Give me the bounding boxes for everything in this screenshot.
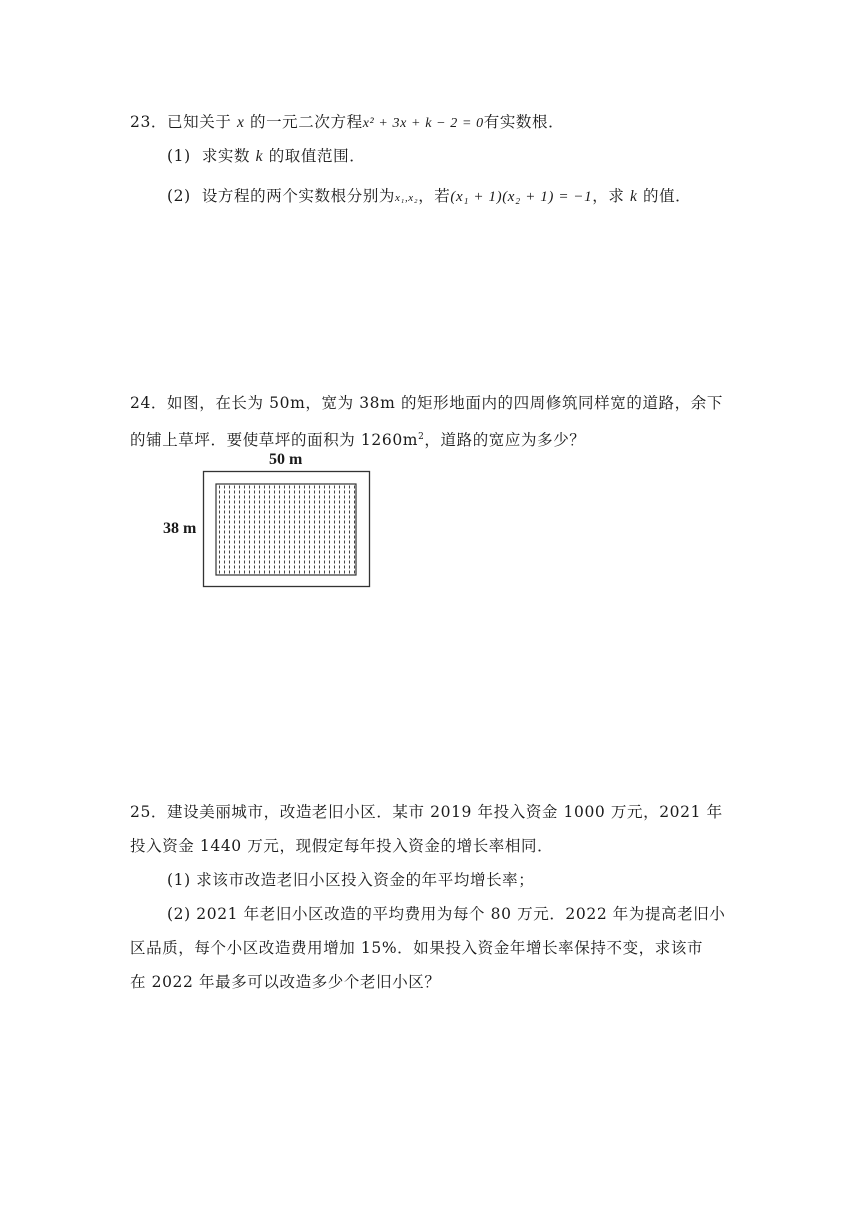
figure-width-label: 38 m: [163, 520, 197, 537]
q25-line1: 25．建设美丽城市，改造老旧小区．某市 2019 年投入资金 1000 万元，2021 年: [130, 803, 723, 821]
q23-part2-condition: (x₁ + 1)(x₂ + 1) = −1: [450, 189, 593, 205]
rectangle-field-figure: [202, 470, 372, 590]
q24-line2-post: ，道路的宽应为多少？: [424, 431, 586, 450]
q23-part1-number: (1): [167, 147, 191, 165]
q23-part1: [167, 145, 365, 168]
q25-part2-line3: 在 2022 年最多可以改造多少个老旧小区？: [130, 973, 441, 991]
q23-equation: x² + 3x + k − 2 = 0: [362, 116, 484, 131]
q23-part2-mid: ，若: [418, 187, 451, 205]
q23-part2: [167, 185, 691, 209]
q23-part2-tail-pre: ，求: [592, 187, 625, 205]
q23-part1-var: k: [255, 148, 264, 165]
q24-line1: 24．如图，在长为 50m，宽为 38m 的矩形地面内的四周修筑同样宽的道路，余下: [130, 394, 723, 412]
q24-area-unit-exponent: 2: [418, 432, 425, 442]
q23-part1-tail: 的取值范围．: [268, 147, 366, 165]
q23-part2-roots: x₁,x₂: [395, 192, 419, 204]
q25-part1: (1) 求该市改造老旧小区投入资金的年平均增长率；: [167, 871, 535, 889]
q23-part1-text: 求实数: [201, 147, 251, 165]
q23-stem-mid: 的一元二次方程: [249, 113, 363, 131]
q23-stem-pre: 已知关于: [167, 113, 232, 131]
q23-part2-var: k: [629, 188, 638, 205]
figure-length-label: 50 m: [269, 451, 303, 468]
q23-stem: [130, 111, 564, 135]
lawn-rect: [216, 484, 356, 575]
q25-part2-line2: 区品质，每个小区改造费用增加 15%．如果投入资金年增长率保持不变，求该市: [130, 939, 704, 957]
q23-number: 23．: [130, 113, 168, 131]
q23-stem-post: 有实数根．: [483, 113, 565, 131]
q25-line2: 投入资金 1440 万元，现假定每年投入资金的增长率相同．: [130, 837, 554, 855]
q24-line2: [130, 426, 585, 451]
q23-part2-text: 设方程的两个实数根分别为: [201, 187, 396, 205]
q24-line2-pre: 的铺上草坪．要使草坪的面积为 1260m: [130, 431, 419, 450]
q23-part2-tail: 的值．: [642, 187, 692, 205]
q23-part2-number: (2): [167, 187, 191, 205]
q25-part2-line1: (2) 2021 年老旧小区改造的平均费用为每个 80 万元．2022 年为提高老旧小: [167, 905, 726, 923]
q23-var-x: x: [236, 114, 245, 131]
